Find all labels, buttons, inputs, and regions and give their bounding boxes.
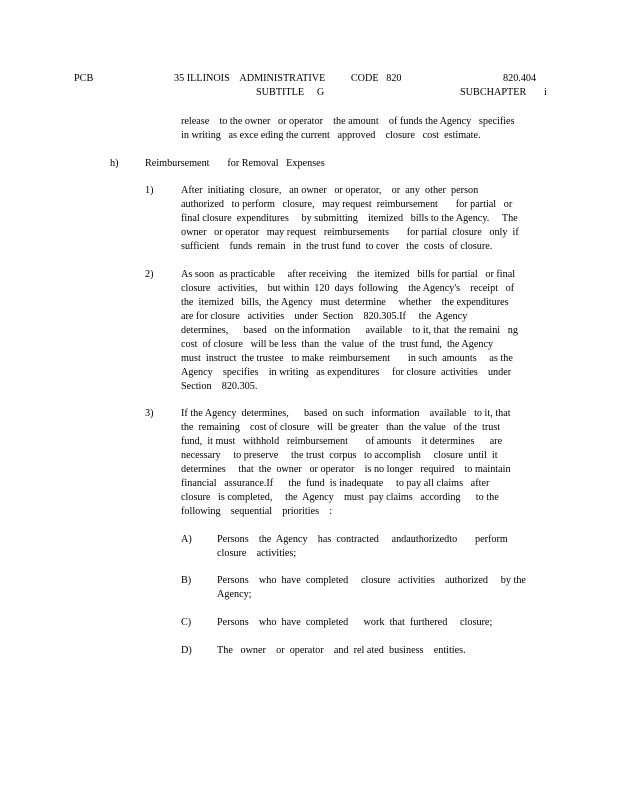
text-line: final closure expenditures by submitting itemized bills to the Agency. The [181,213,518,224]
text-line: Section 820.305. [181,381,258,392]
text-line: financial assurance.If the fund is inadequate to pay all claims after [181,478,490,489]
text-line: following sequential priorities : [181,506,333,517]
section-h-label: h) [110,158,119,169]
subitem-d-paragraph [217,644,466,658]
continuation-paragraph [181,115,515,143]
subitem-d-label: D) [181,645,192,656]
item-1-label: 1) [145,185,154,196]
subitem-b-label: B) [181,575,192,586]
text-line: owner or operator may request reimbursements for partial closure only if [181,227,519,238]
header-section-number: 820.404 [503,73,537,84]
subitem-a-paragraph [217,533,508,561]
text-line: The owner or operator and rel ated business entities. [217,645,466,656]
text-line: Agency; [217,589,252,600]
item-3-paragraph [181,407,511,519]
text-line: Agency specifies in writing as expenditures for closure activities under [181,367,512,378]
text-line: closure activities; [217,548,297,559]
item-2-label: 2) [145,269,154,280]
item-1-paragraph [181,184,519,254]
text-line: cost of closure will be less than the value of the trust fund, the Agency [181,339,494,350]
section-h-title: Reimbursement for Removal Expenses [145,158,325,169]
text-line: determines that the owner or operator is no longer required to maintain [181,464,511,475]
text-line: necessary to preserve the trust corpus to accomplish closure until it [181,450,498,461]
subitem-c-label: C) [181,617,192,628]
text-line: release to the owner or operator the amount of funds the Agency specifies [181,116,515,127]
subitem-a-label: A) [181,534,192,545]
text-line: If the Agency determines, based on such information available to it, that [181,408,511,419]
text-line: Persons who have completed closure activities authorized by the [217,575,526,586]
text-line: in writing as exce eding the current approved closure cost estimate. [181,130,481,141]
text-line: closure is completed, the Agency must pay claims according to the [181,492,499,503]
subitem-c-paragraph [217,616,492,630]
text-line: authorized to perform closure, may request reimbursement for partial or [181,199,513,210]
header-subtitle: SUBTITLE G [256,87,325,98]
text-line: Persons who have completed work that furthered closure; [217,617,493,628]
text-line: As soon as practicable after receiving the itemized bills for partial or final [181,269,516,280]
item-2-paragraph [181,268,518,394]
item-3-label: 3) [145,408,154,419]
header-subchapter: SUBCHAPTER i [460,87,547,98]
text-line: Persons the Agency has contracted andauthorizedto perform [217,534,508,545]
text-line: fund, it must withhold reimbursement of amounts it determines are [181,436,503,447]
text-line: the remaining cost of closure will be greater than the value of the trust [181,422,501,433]
subitem-b-paragraph [217,574,526,602]
header-title: 35 ILLINOIS ADMINISTRATIVE CODE 820 [174,73,402,84]
text-line: are for closure activities under Section 820.305.If the Agency [181,311,468,322]
header-source: PCB [74,73,94,84]
text-line: After initiating closure, an owner or operator, or any other person [181,185,479,196]
text-line: determines, based on the information available to it, that the remaini ng [181,325,518,336]
text-line: must instruct the trustee to make reimbursement in such amounts as the [181,353,513,364]
text-line: sufficient funds remain in the trust fund to cover the costs of closure. [181,241,493,252]
text-line: the itemized bills, the Agency must determine whether the expenditures [181,297,509,308]
text-line: closure activities, but within 120 days following the Agency's receipt of [181,283,515,294]
